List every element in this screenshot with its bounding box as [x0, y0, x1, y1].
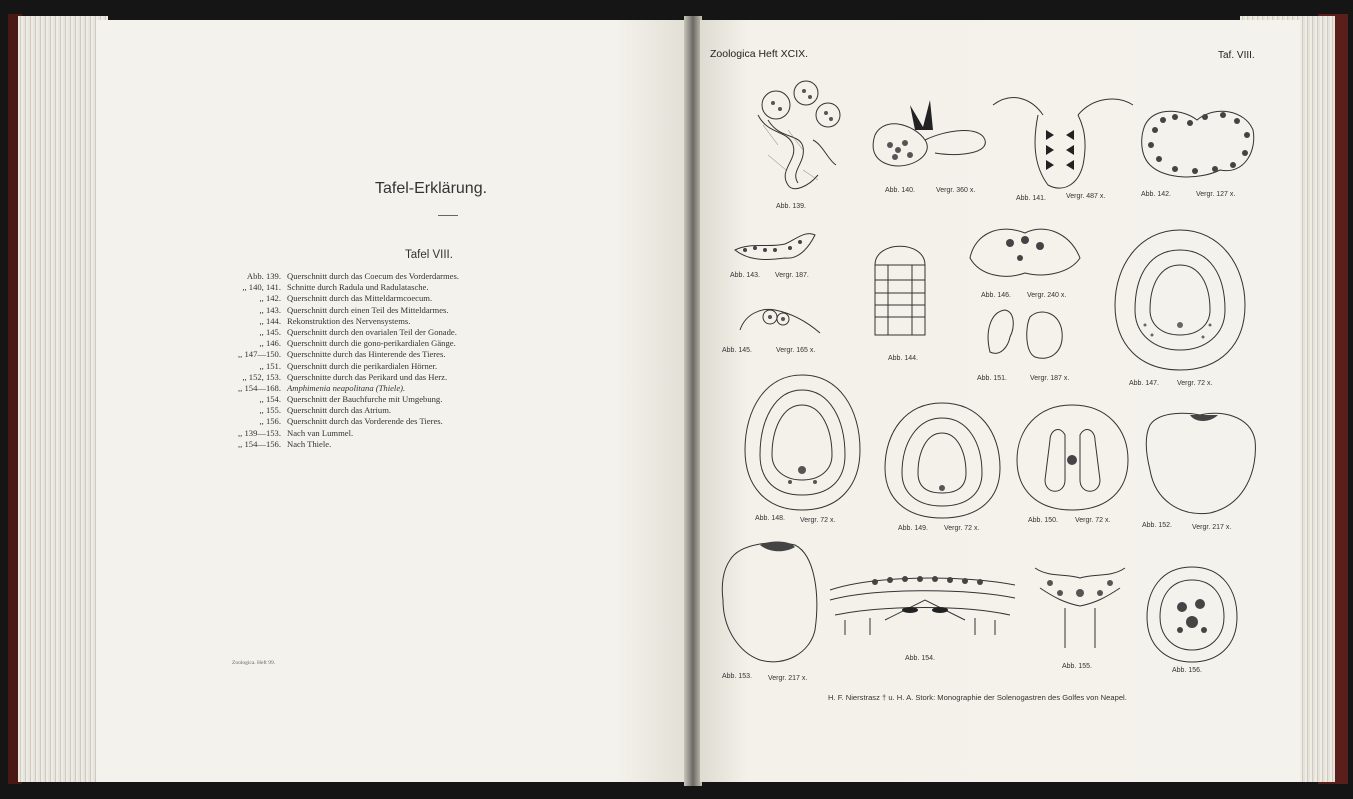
legend-description: Querschnitt durch den ovarialen Teil der Gonade.: [287, 326, 457, 337]
legend-entry: [205, 293, 459, 304]
legend-description: Rekonstruktion des Nervensystems.: [287, 315, 411, 326]
legend-description: Schnitte durch Radula und Radulatasche.: [287, 282, 429, 293]
figure-141-magnification: Vergr. 487 x.: [1066, 193, 1106, 200]
legend-figure-number: ,, 145.: [259, 326, 281, 337]
figure-142-caption: Abb. 142.: [1141, 191, 1171, 198]
legend-entry: [205, 305, 459, 316]
figure-143-magnification: Vergr. 187.: [775, 272, 809, 279]
journal-header: Zoologica Heft XCIX.: [710, 48, 809, 60]
figure-149-magnification: Vergr. 72 x.: [944, 525, 980, 532]
figure-155-drawing: [1025, 558, 1135, 653]
legend-entry: [205, 282, 459, 293]
figure-139-drawing: [718, 75, 858, 200]
legend-description: Querschnitt durch die perikardialen Hörner.: [287, 360, 438, 371]
figure-141-drawing: [988, 85, 1138, 195]
figure-156-drawing: [1142, 562, 1242, 667]
figure-140-drawing: [865, 95, 995, 185]
legend-figure-number: ,, 154—156.: [238, 438, 281, 449]
legend-figure-number: Abb. 139.: [246, 271, 281, 281]
figure-145-caption: Abb. 145.: [722, 347, 752, 354]
figure-141-caption: Abb. 141.: [1016, 195, 1046, 202]
legend-entry: [205, 372, 459, 383]
legend-figure-number: ,, 154—168.: [238, 382, 281, 393]
legend-description: Querschnitte durch das Hinterende des Tieres.: [287, 349, 446, 360]
figure-144-caption: Abb. 144.: [888, 355, 918, 362]
figure-150-caption: Abb. 150.: [1028, 517, 1058, 524]
plate-number: Taf. VIII.: [1218, 50, 1255, 61]
legend-description: Querschnitt durch die gono-perikardialen Gänge.: [287, 338, 456, 349]
legend-description: Querschnitt durch das Mitteldarmcoecum.: [287, 293, 433, 304]
legend-figure-number: ,, 155.: [259, 405, 281, 416]
figure-legend-list: [205, 271, 459, 450]
figure-145-magnification: Vergr. 165 x.: [776, 347, 816, 354]
figure-148-drawing: [740, 370, 865, 515]
figure-148-caption: Abb. 148.: [755, 515, 785, 522]
legend-figure-number: ,, 146.: [259, 338, 281, 349]
legend-figure-number: ,, 147—150.: [238, 349, 281, 360]
figure-146-caption: Abb. 146.: [981, 292, 1011, 299]
figure-140-caption: Abb. 140.: [885, 187, 915, 194]
figure-148-magnification: Vergr. 72 x.: [800, 517, 836, 524]
figure-146-drawing: [965, 218, 1090, 293]
legend-figure-number: ,, 144.: [259, 315, 281, 326]
figure-151-caption: Abb. 151.: [977, 375, 1007, 382]
figure-152-drawing: [1140, 405, 1260, 520]
title-divider: [438, 215, 458, 216]
legend-description: Querschnitt durch das Vorderende des Tieres.: [287, 416, 443, 427]
figure-139-caption: Abb. 139.: [776, 203, 806, 210]
legend-figure-number: ,, 142.: [259, 293, 281, 304]
figure-147-magnification: Vergr. 72 x.: [1177, 380, 1213, 387]
figure-149-drawing: [880, 398, 1005, 523]
figure-152-caption: Abb. 152.: [1142, 522, 1172, 529]
legend-description: Querschnitte durch das Perikard und das Herz.: [287, 371, 448, 382]
legend-entry: [205, 316, 459, 327]
figure-150-drawing: [1010, 400, 1135, 515]
legend-entry: [205, 271, 459, 282]
figure-149-caption: Abb. 149.: [898, 525, 928, 532]
figure-147-drawing: [1110, 225, 1250, 375]
legend-entry: [205, 439, 459, 450]
legend-description: Querschnitt der Bauchfurche mit Umgebung.: [287, 394, 443, 405]
figure-147-caption: Abb. 147.: [1129, 380, 1159, 387]
page-title: Tafel-Erklärung.: [375, 180, 488, 197]
legend-description: Amphimenia neapolitana (Thiele).: [287, 382, 406, 393]
plate-subtitle: Tafel VIII.: [405, 249, 453, 261]
figure-153-magnification: Vergr. 217 x.: [768, 675, 808, 682]
figure-151-magnification: Vergr. 187 x.: [1030, 375, 1070, 382]
legend-entry: [205, 349, 459, 360]
legend-entry: [205, 383, 459, 394]
legend-figure-number: ,, 139—153.: [238, 427, 281, 438]
legend-entry: [205, 428, 459, 439]
figure-142-drawing: [1135, 95, 1260, 185]
figure-140-magnification: Vergr. 360 x.: [936, 187, 976, 194]
plate-credit-line: H. F. Nierstrasz † u. H. A. Stork: Monographie der Solenogastren des Golfes von Neapel.: [828, 693, 1127, 702]
legend-figure-number: ,, 154.: [259, 394, 281, 405]
figure-156-caption: Abb. 156.: [1172, 667, 1202, 674]
figure-145-drawing: [735, 295, 825, 340]
figure-152-magnification: Vergr. 217 x.: [1192, 524, 1232, 531]
figure-153-drawing: [715, 535, 825, 670]
figure-151-drawing: [980, 302, 1070, 364]
legend-figure-number: ,, 152, 153.: [242, 371, 281, 382]
legend-description: Nach Thiele.: [287, 438, 332, 449]
legend-figure-number: ,, 143.: [259, 304, 281, 315]
figure-143-caption: Abb. 143.: [730, 272, 760, 279]
legend-figure-number: ,, 151.: [259, 360, 281, 371]
legend-description: Querschnitt durch das Coecum des Vorderdarmes.: [287, 271, 459, 281]
figure-146-magnification: Vergr. 240 x.: [1027, 292, 1067, 299]
legend-description: Querschnitt durch einen Teil des Mitteldarmes.: [287, 304, 449, 315]
legend-figure-number: ,, 140, 141.: [242, 282, 281, 293]
figure-153-caption: Abb. 153.: [722, 673, 752, 680]
figure-142-magnification: Vergr. 127 x.: [1196, 191, 1236, 198]
figure-155-caption: Abb. 155.: [1062, 663, 1092, 670]
figure-144-drawing: [850, 225, 960, 350]
legend-figure-number: ,, 156.: [259, 416, 281, 427]
legend-description: Querschnitt durch das Atrium.: [287, 405, 392, 416]
legend-entry: [205, 361, 459, 372]
legend-entry: [205, 405, 459, 416]
legend-description: Nach van Lummel.: [287, 427, 354, 438]
left-page-edges: [18, 16, 108, 782]
figure-150-magnification: Vergr. 72 x.: [1075, 517, 1111, 524]
left-page-footer: Zoologica. Heft 99.: [232, 660, 276, 666]
figure-154-drawing: [825, 560, 1020, 655]
legend-entry: [205, 416, 459, 427]
figure-143-drawing: [730, 220, 820, 268]
figure-154-caption: Abb. 154.: [905, 655, 935, 662]
legend-entry: [205, 338, 459, 349]
legend-entry: [205, 394, 459, 405]
legend-entry: [205, 327, 459, 338]
